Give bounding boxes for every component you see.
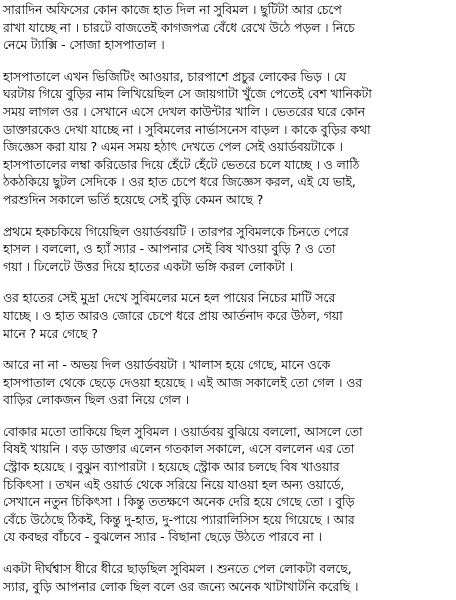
paragraph-3 [3,223,454,276]
paragraph-gap [3,546,454,560]
text-line: বেঁচে উঠেছে ঠিকই, কিন্তু দু-হাত, দু-পায়ে প্যারালিসিস হয়ে গিয়েছে । আর [3,511,355,527]
paragraph-gap [3,409,454,423]
text-line: জিজ্ঞেস করা যায় ? এমন সময় হঠাৎ দেখতে পেল সেই ওয়ার্ডবয়টাকে । [3,139,343,155]
text-line: সেখানে নতুন চিকিৎসা । কিন্তু ততক্ষণে অনেক দেরি হয়ে গেছে তো । বুড়ি [3,494,355,510]
text-line: রাখা যাচ্ছে না । চারটে বাজতেই কাগজপত্র বেঁধে রেখে উঠে পড়ল । নিচে [3,19,355,35]
text-line: যে কবছর বাঁচবে - বুঝলেন স্যার - বিছানা ছেড়ে উঠতে পারবে না । [3,529,322,545]
text-line: হাসল । বললো, ও হ্যাঁ স্যার - আপনার সেই বিষ খাওয়া বুড়ি ? ও তো [3,241,336,257]
text-line: বিষই খায়নি । বড় ডাক্তার এলেন গতকাল সকালে, এসে বললেন এর তো [3,441,355,457]
paragraph-gap [3,342,454,356]
paragraph-5 [3,356,454,409]
paragraph-gap [3,54,454,68]
text-line: সারাদিন অফিসের কোন কাজে হাত দিল না সুবিমল । ছুটিটা আর চেপে [3,2,342,17]
text-line: চিকিৎসা । তখন এই ওয়ার্ড থেকে সরিয়ে নিয়ে যাওয়া হল অন্য ওয়ার্ডে, [3,476,345,492]
text-line: প্রথমে হকচকিয়ে গিয়েছিল ওয়ার্ডবয়টি । তারপর সুবিমলকে চিনতে পেরে [3,223,349,239]
paragraph-2 [3,68,454,209]
text-line: একটা দীর্ঘশ্বাস ধীরে ধীরে ছাড়ছিল সুবিমল । শুনতে পেল লোকটা বলছে, [3,561,352,577]
text-line: নেমে ট্যাক্সি - সোজা হাসপাতাল । [3,37,165,53]
text-line: ডাক্তারকেও দেখা যাচ্ছে না । সুবিমলের নার্ভাসনেস বাড়ল । কাকে বুড়ির কথা [3,121,371,137]
paragraph-4 [3,289,454,342]
paragraph-1 [3,1,454,54]
text-line: পরশুদিন সকালে ভর্তি হয়েছে সেই বুড়ি কেমন আছে ? [3,191,264,207]
text-line: আরে না না - অভয় দিল ওয়ার্ডবয়টা । খালাস হয়ে গেছে, মানে ওকে [3,357,331,373]
text-line: বোকার মতো তাকিয়ে ছিল সুবিমল । ওয়ার্ডবয় বুঝিয়ে বললো, আসলে তো [3,423,363,439]
text-line: ঠকঠকিয়ে ছুটল সেদিকে । ওর হাত চেপে ধরে জিজ্ঞেস করল, এই যে ভাই, [3,174,356,190]
text-line: হাসপাতালে এখন ভিজিটিং আওয়ার, চারপাশে প্রচুর লোকের ভিড় । যে [3,68,346,84]
text-line: স্যার, বুড়ি আপনার লোক ছিল বলে ওর জন্যে অনেক খাটাখাটনি করেছি । [3,578,359,594]
text-line: বাড়ির লোকজন ছিল ওরা নিয়ে গেল । [3,392,189,408]
paragraph-gap [3,209,454,223]
text-line: হাসপাতাল থেকে ছেড়ে দেওয়া হয়েছে । এই আজ সকালেই তো গেল । ওর [3,374,362,390]
text-line: স্ট্রোক হয়েছে । বুঝুন ব্যাপারটা । হয়েছে স্ট্রোক আর চলছে বিষ খাওয়ার [3,459,340,475]
text-line: যাচ্ছে । ও হাত আরও জোরে চেপে ধরে প্রায় আর্তনাদ করে উঠল, গয়া [3,307,343,323]
text-line: গয়া । ঢিলেটে উত্তর দিয়ে হাতের একটা ভঙ্গি করল লোকটা । [3,258,294,274]
text-line: হাসপাতালের লম্বা করিডোর দিয়ে হেঁটে হেঁটে ভেতরে চলে যাচ্ছে । ও লাঠি [3,156,360,172]
paragraph-7 [3,560,454,595]
paragraph-gap [3,275,454,289]
paragraph-6 [3,423,454,546]
text-line: মানে ? মরে গেছে ? [3,325,98,341]
text-line: ওর হাতের সেই মুদ্রা দেখে সুবিমলের মনে হল পায়ের নিচের মাটি সরে [3,290,336,306]
text-line: সময় লাগল ওর । সেখানে এসে দেখল কাউন্টার খালি । ভেতরের ঘরে কোন [3,103,365,119]
text-line: ঘরটায় গিয়ে বুড়ির নাম লিখিয়েছিল সে জায়গাটা খুঁজে পেতেই বেশ খানিকটা [3,86,372,102]
